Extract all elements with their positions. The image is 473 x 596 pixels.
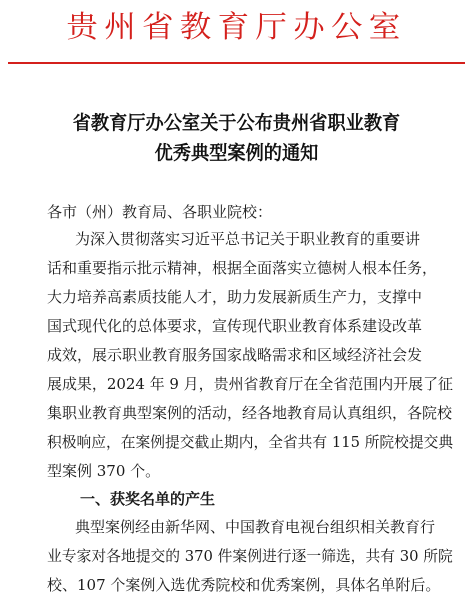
paragraph-line: 型案例 370 个。 [47, 462, 161, 480]
letterhead-red-rule [8, 62, 465, 64]
paragraph-line: 展成果，2024 年 9 月，贵州省教育厅在全省范围内开展了征 [47, 375, 454, 393]
paragraph-line: 集职业教育典型案例的活动，经各地教育局认真组织，各院校 [47, 404, 453, 422]
section-heading-1: 一、获奖名单的产生 [80, 490, 216, 508]
paragraph-line: 国式现代化的总体要求，宣传现代职业教育体系建设改革 [47, 317, 423, 335]
document-title-line-1: 省教育厅办公室关于公布贵州省职业教育 [72, 112, 401, 134]
salutation: 各市（州）教育局、各职业院校： [47, 203, 273, 221]
letterhead-title: 贵州省教育厅办公室 [66, 10, 407, 45]
document-title [0, 108, 473, 168]
document-title-line-2: 优秀典型案例的通知 [154, 142, 319, 164]
paragraph-line: 大力培养高素质技能人才，助力发展新质生产力，支撑中 [47, 288, 423, 306]
paragraph-line: 为深入贯彻落实习近平总书记关于职业教育的重要讲 [75, 230, 421, 248]
paragraph-line: 话和重要指示批示精神，根据全面落实立德树人根本任务， [47, 259, 438, 277]
paragraph-line: 业专家对各地提交的 370 件案例进行逐一筛选，共有 30 所院 [47, 547, 453, 565]
paragraph-line: 典型案例经由新华网、中国教育电视台组织相关教育行 [75, 518, 436, 536]
paragraph-line: 成效，展示职业教育服务国家战略需求和区域经济社会发 [47, 346, 423, 364]
paragraph-line: 校、107 个案例入选优秀院校和优秀案例，具体名单附后。 [47, 576, 441, 594]
paragraph-line: 积极响应，在案例提交截止期内，全省共有 115 所院校提交典 [47, 433, 454, 451]
